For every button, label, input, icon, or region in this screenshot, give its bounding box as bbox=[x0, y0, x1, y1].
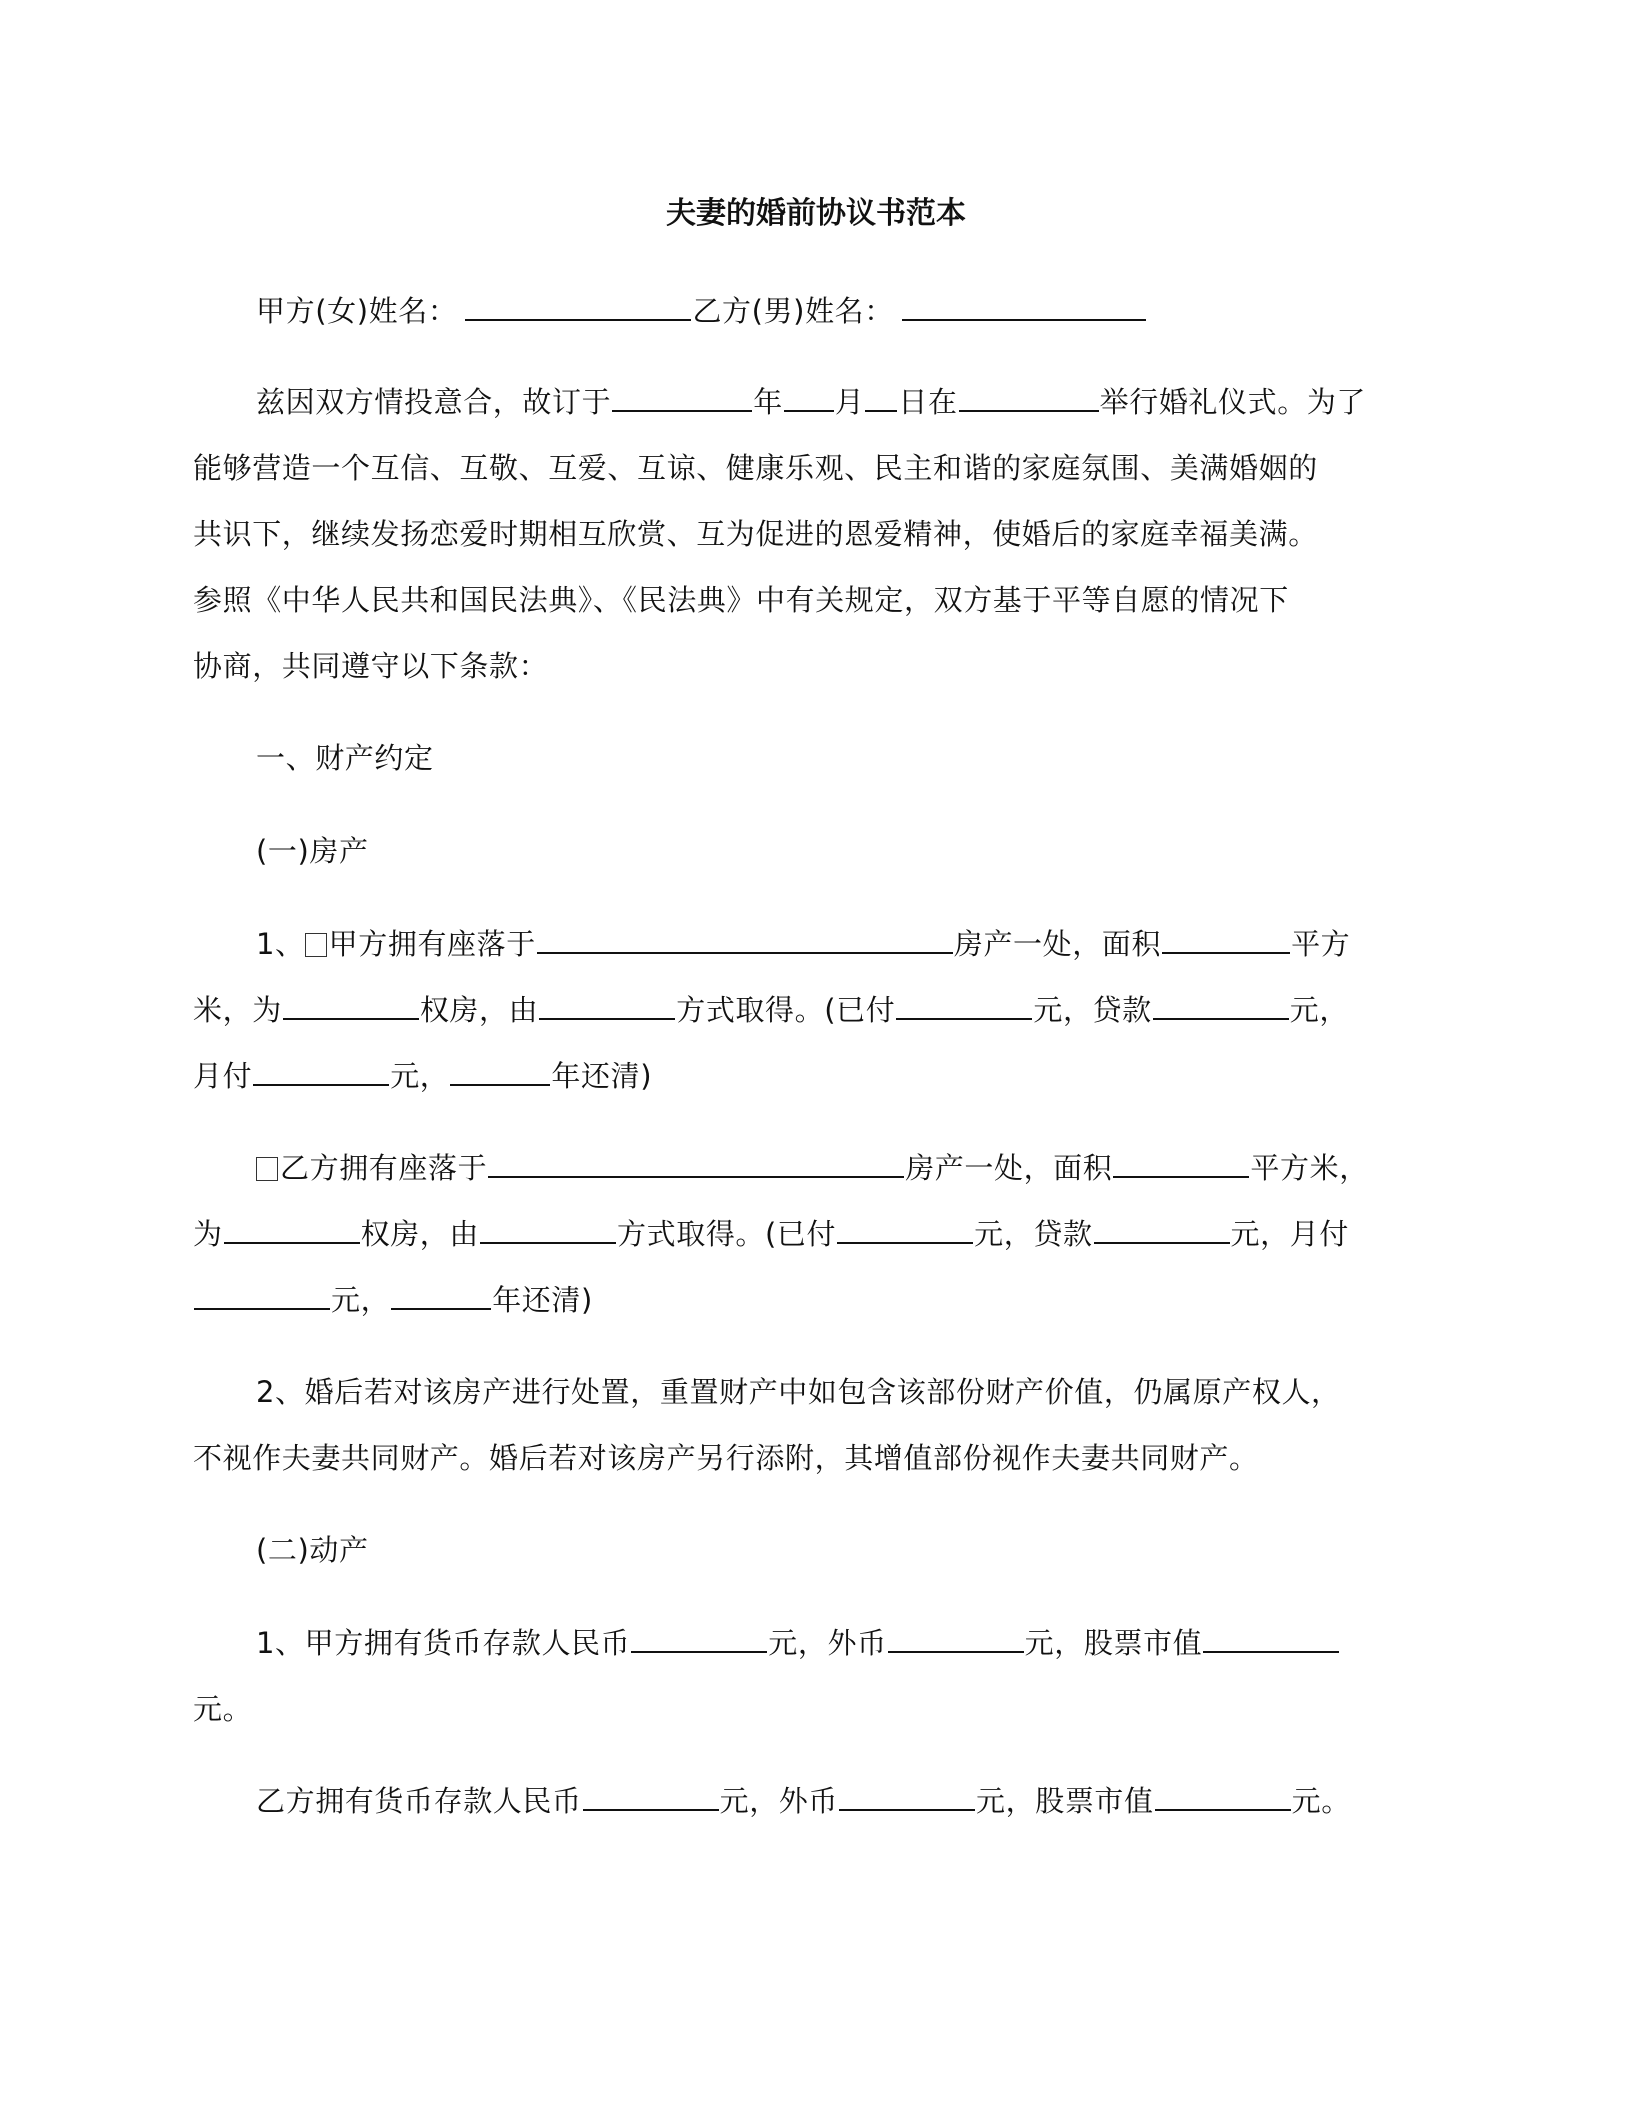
movable-b-stock-blank[interactable] bbox=[1155, 1781, 1291, 1811]
document-title: 夫妻的婚前协议书范本 bbox=[666, 196, 966, 231]
clause-text: 为 bbox=[193, 1217, 223, 1251]
clause-text: 米，为 bbox=[193, 993, 282, 1027]
party-b-name-label: 乙方(男)姓名： bbox=[692, 294, 894, 328]
house-a-acquisition-blank[interactable] bbox=[539, 990, 675, 1020]
clause-text: 元， bbox=[1289, 993, 1349, 1027]
house-a-paid-blank[interactable] bbox=[896, 990, 1032, 1020]
preamble-line-4: 参照《中华人民共和国民法典》、《民法典》中有关规定，双方基于平等自愿的情况下 bbox=[193, 583, 1289, 617]
day-label: 日在 bbox=[898, 385, 958, 419]
clause-text: 权房，由 bbox=[360, 1217, 480, 1251]
house-b-line-3 bbox=[193, 1278, 1433, 1322]
clause-text: 元， bbox=[390, 1059, 450, 1093]
house-b-location-blank[interactable] bbox=[488, 1148, 904, 1178]
house-b-monthly-blank[interactable] bbox=[194, 1280, 330, 1310]
movable-a-rmb-blank[interactable] bbox=[631, 1623, 767, 1653]
clause-text: 年还清) bbox=[492, 1283, 593, 1317]
clause-text: 1、甲方拥有货币存款人民币 bbox=[256, 1626, 631, 1660]
month-label: 月 bbox=[834, 385, 865, 419]
house-a-years-blank[interactable] bbox=[450, 1056, 550, 1086]
movable-b-foreign-blank[interactable] bbox=[839, 1781, 975, 1811]
party-a-name-label: 甲方(女)姓名： bbox=[256, 294, 458, 328]
clause-text: 房产一处，面积 bbox=[905, 1151, 1113, 1185]
house-b-acquisition-blank[interactable] bbox=[480, 1214, 616, 1244]
house-b-line-1 bbox=[256, 1146, 1496, 1190]
movable-b-line-1 bbox=[256, 1779, 1496, 1823]
clause-text: 甲方拥有座落于 bbox=[328, 927, 536, 961]
house-a-checkbox[interactable] bbox=[305, 933, 327, 957]
clause-text: 乙方拥有座落于 bbox=[280, 1151, 488, 1185]
house-a-area-blank[interactable] bbox=[1162, 924, 1290, 954]
wedding-day-blank[interactable] bbox=[865, 382, 897, 412]
clause-text: 年还清) bbox=[551, 1059, 653, 1093]
wedding-place-blank[interactable] bbox=[959, 382, 1099, 412]
movable-a-foreign-blank[interactable] bbox=[888, 1623, 1024, 1653]
clause-text: 元，贷款 bbox=[1033, 993, 1152, 1027]
year-label: 年 bbox=[753, 385, 783, 419]
subsection-heading-real-estate: (一)房产 bbox=[256, 834, 369, 868]
house-b-years-blank[interactable] bbox=[391, 1280, 491, 1310]
preamble-line-3: 共识下，继续发扬恋爱时期相互欣赏、互为促进的恩爱精神，使婚后的家庭幸福美满。 bbox=[193, 517, 1318, 551]
clause-text: 房产一处，面积 bbox=[953, 927, 1162, 961]
house-a-line-3 bbox=[193, 1054, 1433, 1098]
clause-text: 月付 bbox=[193, 1059, 253, 1093]
clause-number: 1、 bbox=[256, 927, 305, 961]
clause-text: 平方米， bbox=[1250, 1151, 1369, 1185]
house-a-ownership-blank[interactable] bbox=[283, 990, 419, 1020]
house-b-ownership-blank[interactable] bbox=[224, 1214, 360, 1244]
preamble-line-1 bbox=[256, 380, 1496, 424]
house-a-loan-blank[interactable] bbox=[1153, 990, 1289, 1020]
preamble-line-2: 能够营造一个互信、互敬、互爱、互谅、健康乐观、民主和谐的家庭氛围、美满婚姻的 bbox=[193, 451, 1318, 485]
section-heading-property: 一、财产约定 bbox=[256, 741, 434, 775]
preamble-line-5: 协商，共同遵守以下条款： bbox=[193, 649, 549, 683]
house-b-area-blank[interactable] bbox=[1113, 1148, 1249, 1178]
clause-text: 平方 bbox=[1291, 927, 1351, 961]
clause-text: 权房，由 bbox=[419, 993, 539, 1027]
movable-a-line-1 bbox=[256, 1621, 1496, 1665]
house-b-loan-blank[interactable] bbox=[1094, 1214, 1230, 1244]
clause-text: 元，股票市值 bbox=[976, 1784, 1154, 1818]
movable-b-rmb-blank[interactable] bbox=[583, 1781, 719, 1811]
clause-text: 元，外币 bbox=[768, 1626, 887, 1660]
wedding-year-blank[interactable] bbox=[612, 382, 752, 412]
clause-text: 元，股票市值 bbox=[1024, 1626, 1203, 1660]
preamble-text: 举行婚礼仪式。为了 bbox=[1099, 385, 1367, 419]
clause-text: 元，贷款 bbox=[974, 1217, 1093, 1251]
clause-text: 元， bbox=[331, 1283, 391, 1317]
house-a-monthly-blank[interactable] bbox=[253, 1056, 389, 1086]
house-b-line-2 bbox=[193, 1212, 1433, 1256]
wedding-month-blank[interactable] bbox=[784, 382, 834, 412]
clause-text: 方式取得。(已付 bbox=[617, 1217, 837, 1251]
party-b-name-blank[interactable] bbox=[902, 291, 1146, 321]
party-a-name-blank[interactable] bbox=[465, 291, 691, 321]
clause-text: 乙方拥有货币存款人民币 bbox=[256, 1784, 582, 1818]
house-a-location-blank[interactable] bbox=[537, 924, 953, 954]
clause-2-line-2: 不视作夫妻共同财产。婚后若对该房产另行添附，其增值部份视作夫妻共同财产。 bbox=[193, 1441, 1259, 1475]
movable-a-line-2: 元。 bbox=[193, 1692, 253, 1726]
subsection-heading-movable: (二)动产 bbox=[256, 1533, 369, 1567]
clause-text: 元，月付 bbox=[1230, 1217, 1349, 1251]
clause-text: 元，外币 bbox=[719, 1784, 839, 1818]
clause-text: 方式取得。(已付 bbox=[676, 993, 896, 1027]
names-line bbox=[256, 289, 1496, 333]
house-b-checkbox[interactable] bbox=[256, 1157, 278, 1181]
house-b-paid-blank[interactable] bbox=[837, 1214, 973, 1244]
clause-2-line-1: 2、婚后若对该房产进行处置，重置财产中如包含该部份财产价值，仍属原产权人， bbox=[256, 1375, 1341, 1409]
clause-text: 元。 bbox=[1291, 1784, 1351, 1818]
preamble-text: 兹因双方情投意合，故订于 bbox=[256, 385, 612, 419]
movable-a-stock-blank[interactable] bbox=[1203, 1623, 1339, 1653]
house-a-line-1 bbox=[256, 922, 1496, 966]
house-a-line-2 bbox=[193, 988, 1433, 1032]
